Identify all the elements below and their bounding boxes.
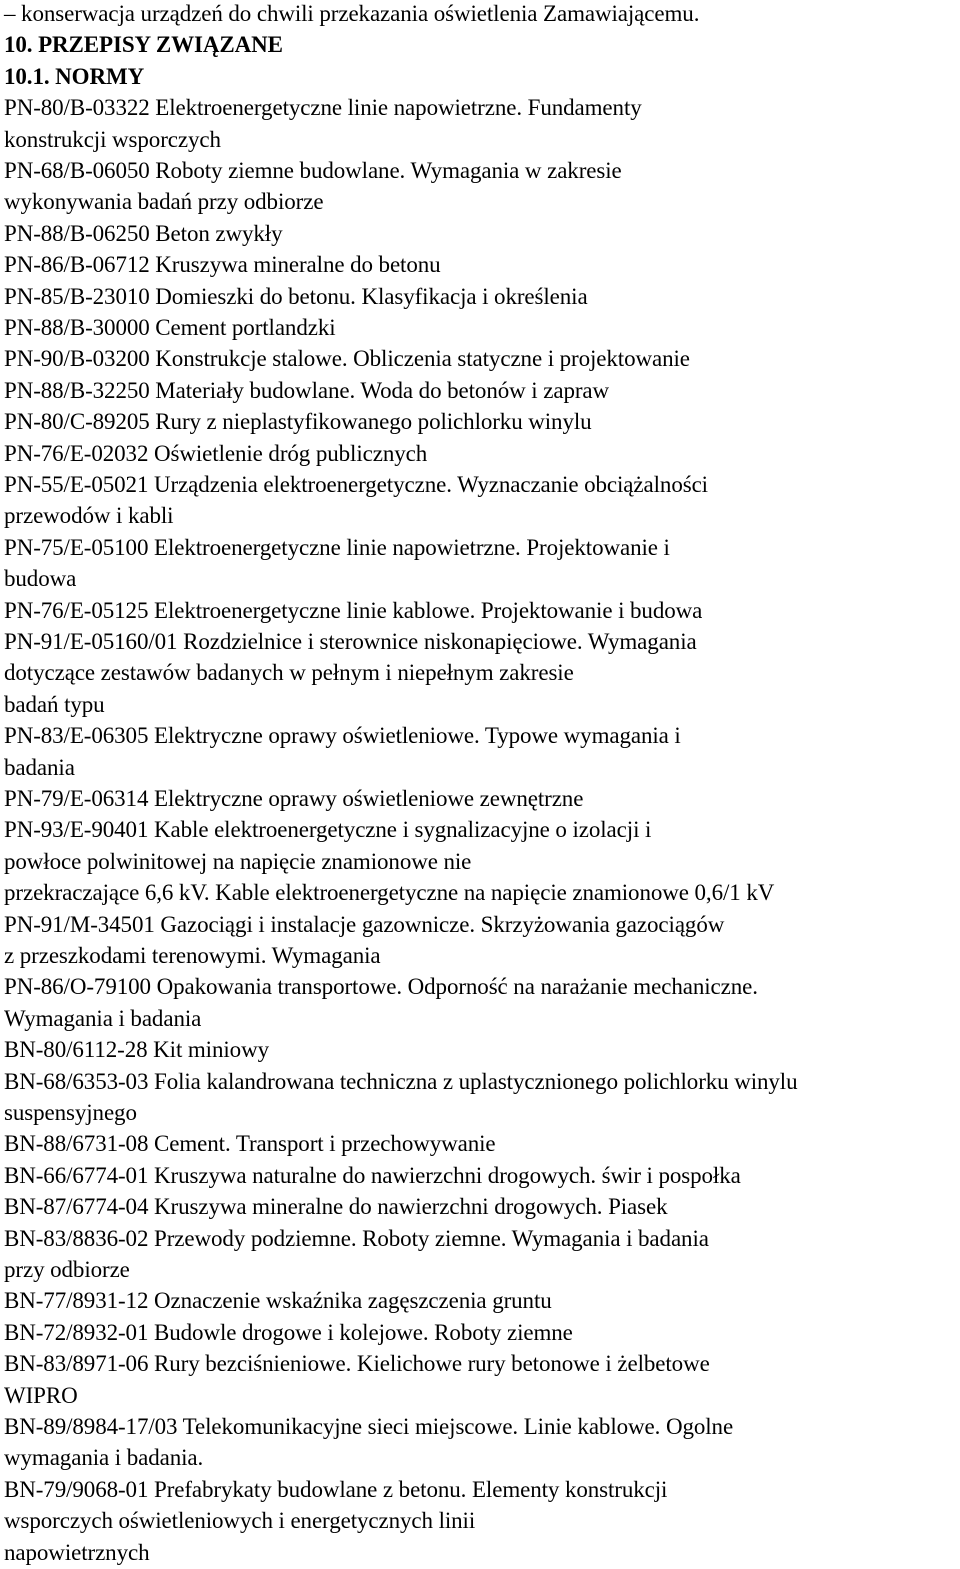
document-line: budowa <box>4 566 77 592</box>
document-line: WIPRO <box>4 1382 78 1408</box>
document-line: przekraczające 6,6 kV. Kable elektroenergetyczne na napięcie znamionowe 0,6/1 kV <box>4 880 775 906</box>
section-heading: 10. PRZEPISY ZWIĄZANE <box>4 32 283 58</box>
document-line: PN-88/B-30000 Cement portlandzki <box>4 315 336 340</box>
document-line: BN-79/9068-01 Prefabrykaty budowlane z betonu. Elementy konstrukcji <box>4 1476 668 1502</box>
document-line: PN-88/B-06250 Beton zwykły <box>4 220 283 246</box>
document-line: badania <box>4 754 75 780</box>
document-line: PN-76/E-05125 Elektroenergetyczne linie kablowe. Projektowanie i budowa <box>4 597 703 623</box>
document-line: PN-86/O-79100 Opakowania transportowe. Odporność na narażanie mechaniczne. <box>4 974 758 1000</box>
document-line: wykonywania badań przy odbiorze <box>4 189 324 215</box>
document-line: BN-66/6774-01 Kruszywa naturalne do nawierzchni drogowych. świr i pospołka <box>4 1162 741 1188</box>
document-line: PN-88/B-32250 Materiały budowlane. Woda do betonów i zapraw <box>4 377 610 403</box>
document-line: BN-68/6353-03 Folia kalandrowana techniczna z uplastycznionego polichlorku winylu <box>4 1068 798 1094</box>
document-line: wsporczych oświetleniowych i energetycznych linii <box>4 1508 476 1534</box>
document-line: – konserwacja urządzeń do chwili przekazania oświetlenia Zamawiającemu. <box>4 1 700 26</box>
document-line: przy odbiorze <box>4 1257 130 1282</box>
document-line: BN-77/8931-12 Oznaczenie wskaźnika zagęszczenia gruntu <box>4 1288 552 1314</box>
document-line: PN-93/E-90401 Kable elektroenergetyczne i sygnalizacyjne o izolacji i <box>4 817 652 843</box>
document-line: PN-68/B-06050 Roboty ziemne budowlane. Wymagania w zakresie <box>4 158 622 183</box>
document-line: PN-80/B-03322 Elektroenergetyczne linie napowietrzne. Fundamenty <box>4 95 642 121</box>
document-line: powłoce polwinitowej na napięcie znamionowe nie <box>4 848 472 874</box>
document-line: badań typu <box>4 691 105 717</box>
document-line: BN-80/6112-28 Kit miniowy <box>4 1037 269 1063</box>
document-line: BN-83/8971-06 Rury bezciśnieniowe. Kielichowe rury betonowe i żelbetowe <box>4 1351 710 1377</box>
document-line: konstrukcji wsporczych <box>4 126 221 152</box>
document-line: napowietrznych <box>4 1539 150 1565</box>
document-line: dotyczące zestawów badanych w pełnym i niepełnym zakresie <box>4 660 574 686</box>
document-line: BN-87/6774-04 Kruszywa mineralne do nawierzchni drogowych. Piasek <box>4 1194 668 1220</box>
document-line: z przeszkodami terenowymi. Wymagania <box>4 943 381 968</box>
document-line: przewodów i kabli <box>4 503 174 529</box>
document-line: PN-80/C-89205 Rury z nieplastyfikowanego polichlorku winylu <box>4 409 592 435</box>
document-line: PN-83/E-06305 Elektryczne oprawy oświetleniowe. Typowe wymagania i <box>4 723 681 749</box>
document-line: PN-79/E-06314 Elektryczne oprawy oświetleniowe zewnętrzne <box>4 786 584 811</box>
document-line: BN-88/6731-08 Cement. Transport i przechowywanie <box>4 1131 496 1157</box>
document-line: PN-55/E-05021 Urządzenia elektroenergetyczne. Wyznaczanie obciążalności <box>4 472 708 497</box>
document-line: PN-91/M-34501 Gazociągi i instalacje gazownicze. Skrzyżowania gazociągów <box>4 911 725 937</box>
document-line: PN-85/B-23010 Domieszki do betonu. Klasyfikacja i określenia <box>4 283 588 309</box>
document-line: wymagania i badania. <box>4 1445 204 1471</box>
document-line: PN-75/E-05100 Elektroenergetyczne linie napowietrzne. Projektowanie i <box>4 534 670 560</box>
section-heading: 10.1. NORMY <box>4 63 145 89</box>
document-line: BN-89/8984-17/03 Telekomunikacyjne sieci miejscowe. Linie kablowe. Ogolne <box>4 1414 734 1439</box>
document-line: suspensyjnego <box>4 1100 137 1125</box>
document-line: BN-83/8836-02 Przewody podziemne. Roboty ziemne. Wymagania i badania <box>4 1225 709 1251</box>
document-line: PN-91/E-05160/01 Rozdzielnice i sterownice niskonapięciowe. Wymagania <box>4 629 697 654</box>
document-line: PN-76/E-02032 Oświetlenie dróg publicznych <box>4 440 428 466</box>
document-line: Wymagania i badania <box>4 1005 202 1031</box>
document-line: PN-90/B-03200 Konstrukcje stalowe. Obliczenia statyczne i projektowanie <box>4 346 690 372</box>
document-line: BN-72/8932-01 Budowle drogowe i kolejowe. Roboty ziemne <box>4 1319 573 1345</box>
document-line: PN-86/B-06712 Kruszywa mineralne do betonu <box>4 252 441 278</box>
